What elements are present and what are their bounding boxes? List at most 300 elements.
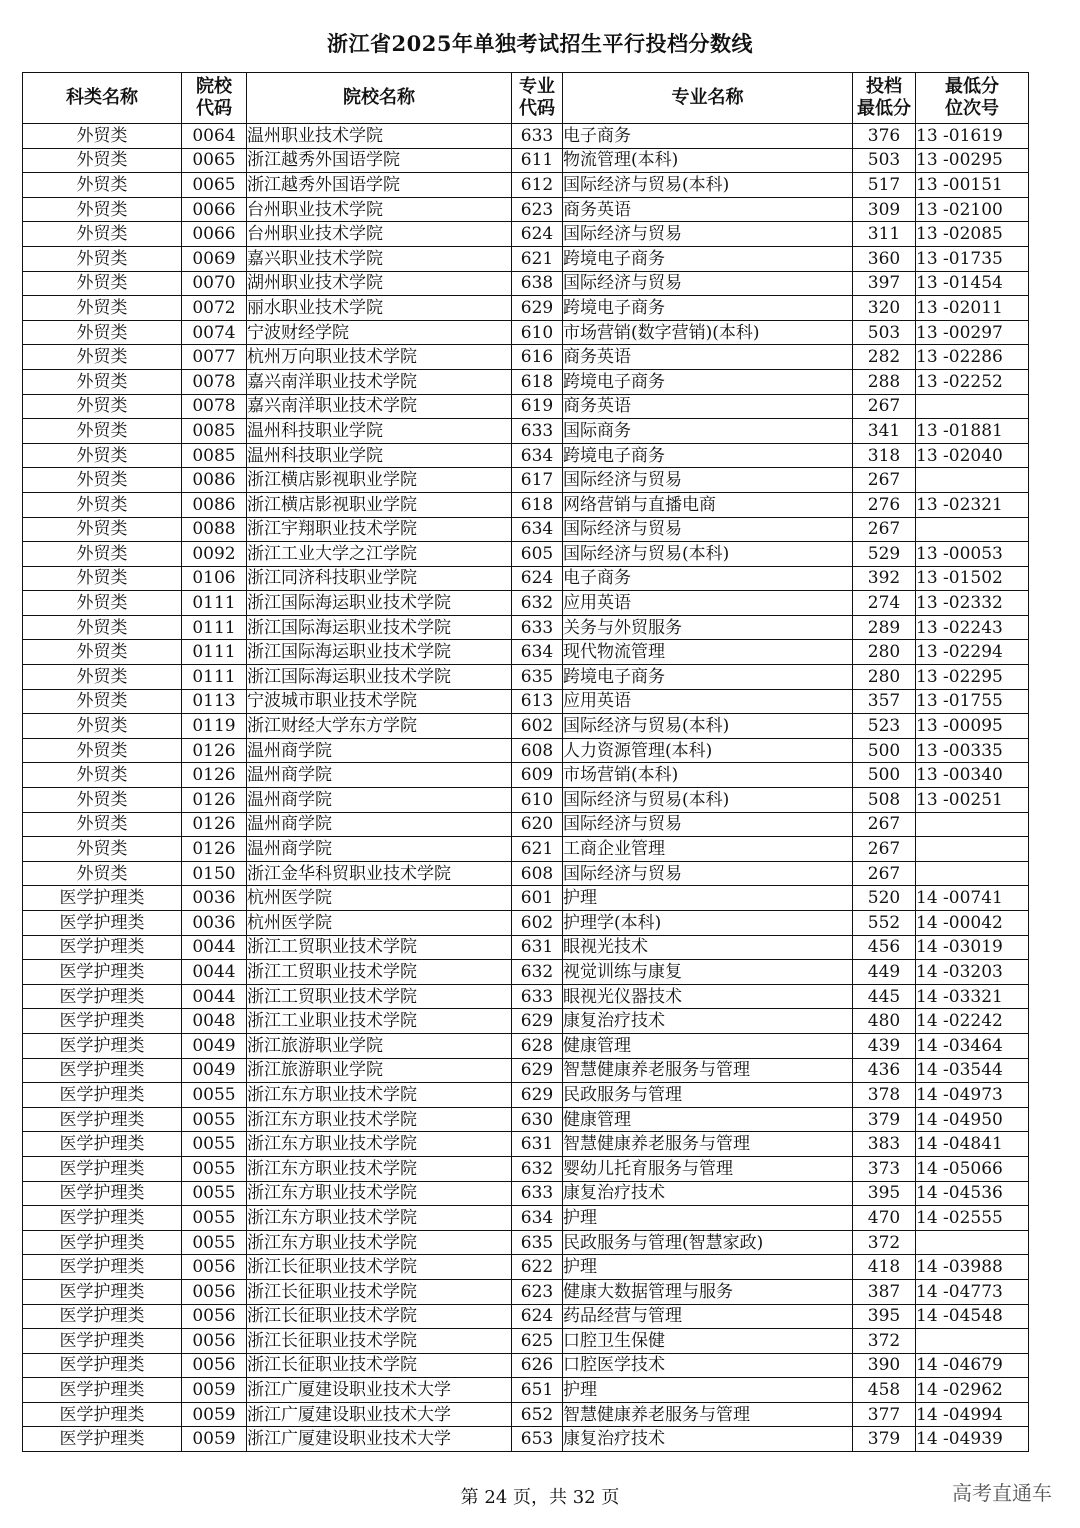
cell-major-name: 国际经济与贸易 (563, 861, 853, 886)
cell-major-code: 624 (512, 1304, 563, 1329)
cell-min-rank: 14 -03321 (916, 984, 1029, 1009)
cell-category: 医学护理类 (23, 1304, 182, 1329)
cell-major-name: 现代物流管理 (563, 640, 853, 665)
cell-school-name: 浙江工贸职业技术学院 (247, 960, 512, 985)
table-row (23, 320, 1029, 345)
cell-min-score: 397 (853, 271, 916, 296)
cell-school-code: 0036 (182, 886, 247, 911)
cell-category: 外贸类 (23, 271, 182, 296)
cell-min-score: 390 (853, 1353, 916, 1378)
cell-category: 外贸类 (23, 714, 182, 739)
cell-category: 医学护理类 (23, 1329, 182, 1354)
cell-min-rank: 13 -02252 (916, 369, 1029, 394)
cell-major-code: 629 (512, 1058, 563, 1083)
cell-min-rank: 14 -03019 (916, 935, 1029, 960)
cell-major-name: 国际经济与贸易 (563, 222, 853, 247)
cell-category: 外贸类 (23, 689, 182, 714)
cell-school-name: 浙江工业职业技术学院 (247, 1009, 512, 1034)
cell-school-code: 0150 (182, 861, 247, 886)
cell-min-rank: 14 -03988 (916, 1255, 1029, 1280)
cell-min-rank (916, 1230, 1029, 1255)
cell-min-rank: 13 -01755 (916, 689, 1029, 714)
cell-major-code: 626 (512, 1353, 563, 1378)
cell-min-score: 267 (853, 812, 916, 837)
table-row (23, 148, 1029, 173)
cell-major-code: 620 (512, 812, 563, 837)
cell-school-name: 浙江旅游职业学院 (247, 1033, 512, 1058)
cell-min-rank: 14 -04939 (916, 1427, 1029, 1452)
cell-school-name: 浙江国际海运职业技术学院 (247, 640, 512, 665)
table-row (23, 714, 1029, 739)
cell-school-name: 温州科技职业学院 (247, 419, 512, 444)
cell-min-rank (916, 394, 1029, 419)
cell-min-rank: 13 -01454 (916, 271, 1029, 296)
cell-major-name: 市场营销(本科) (563, 763, 853, 788)
cell-min-score: 360 (853, 246, 916, 271)
cell-major-name: 民政服务与管理 (563, 1083, 853, 1108)
cell-category: 外贸类 (23, 615, 182, 640)
cell-school-code: 0049 (182, 1033, 247, 1058)
table-row (23, 443, 1029, 468)
cell-category: 外贸类 (23, 812, 182, 837)
header-major-code: 专业 代码 (512, 73, 563, 124)
table-row (23, 861, 1029, 886)
cell-school-name: 温州商学院 (247, 812, 512, 837)
cell-category: 外贸类 (23, 591, 182, 616)
cell-major-name: 民政服务与管理(智慧家政) (563, 1230, 853, 1255)
cell-school-name: 浙江财经大学东方学院 (247, 714, 512, 739)
cell-min-score: 372 (853, 1329, 916, 1354)
cell-min-rank: 14 -04536 (916, 1181, 1029, 1206)
cell-school-code: 0055 (182, 1107, 247, 1132)
cell-school-name: 宁波财经学院 (247, 320, 512, 345)
cell-major-code: 622 (512, 1255, 563, 1280)
cell-school-name: 温州商学院 (247, 837, 512, 862)
cell-school-code: 0106 (182, 566, 247, 591)
cell-school-code: 0088 (182, 517, 247, 542)
cell-min-rank: 13 -00151 (916, 173, 1029, 198)
cell-school-code: 0059 (182, 1402, 247, 1427)
cell-major-code: 601 (512, 886, 563, 911)
cell-major-code: 634 (512, 1206, 563, 1231)
cell-min-score: 503 (853, 320, 916, 345)
cell-min-rank: 14 -03544 (916, 1058, 1029, 1083)
cell-major-code: 629 (512, 296, 563, 321)
cell-school-name: 湖州职业技术学院 (247, 271, 512, 296)
cell-major-code: 612 (512, 173, 563, 198)
cell-school-code: 0126 (182, 837, 247, 862)
cell-major-name: 物流管理(本科) (563, 148, 853, 173)
cell-school-name: 浙江长征职业技术学院 (247, 1279, 512, 1304)
table-row (23, 640, 1029, 665)
cell-category: 外贸类 (23, 788, 182, 813)
cell-school-name: 浙江长征职业技术学院 (247, 1353, 512, 1378)
cell-major-name: 健康管理 (563, 1107, 853, 1132)
cell-major-code: 619 (512, 394, 563, 419)
table-row (23, 1058, 1029, 1083)
cell-category: 外贸类 (23, 246, 182, 271)
cell-min-rank: 13 -02100 (916, 197, 1029, 222)
cell-major-code: 618 (512, 369, 563, 394)
cell-min-score: 379 (853, 1427, 916, 1452)
cell-min-score: 267 (853, 837, 916, 862)
cell-major-code: 631 (512, 1132, 563, 1157)
cell-min-rank: 13 -02286 (916, 345, 1029, 370)
cell-category: 医学护理类 (23, 1132, 182, 1157)
cell-major-code: 633 (512, 615, 563, 640)
cell-school-code: 0059 (182, 1378, 247, 1403)
cell-school-code: 0065 (182, 148, 247, 173)
cell-school-name: 浙江东方职业技术学院 (247, 1132, 512, 1157)
cell-school-name: 浙江东方职业技术学院 (247, 1083, 512, 1108)
cell-school-code: 0111 (182, 665, 247, 690)
cell-category: 医学护理类 (23, 1402, 182, 1427)
cell-school-code: 0085 (182, 419, 247, 444)
cell-min-score: 276 (853, 492, 916, 517)
table-row (23, 1427, 1029, 1452)
cell-school-name: 浙江广厦建设职业技术大学 (247, 1427, 512, 1452)
cell-school-name: 浙江东方职业技术学院 (247, 1107, 512, 1132)
cell-min-rank: 13 -02085 (916, 222, 1029, 247)
cell-school-code: 0065 (182, 173, 247, 198)
cell-min-score: 267 (853, 394, 916, 419)
cell-school-code: 0044 (182, 935, 247, 960)
cell-school-name: 浙江东方职业技术学院 (247, 1156, 512, 1181)
cell-min-rank: 13 -00295 (916, 148, 1029, 173)
cell-major-name: 智慧健康养老服务与管理 (563, 1132, 853, 1157)
cell-category: 医学护理类 (23, 1058, 182, 1083)
cell-category: 医学护理类 (23, 1009, 182, 1034)
cell-major-name: 眼视光仪器技术 (563, 984, 853, 1009)
cell-school-name: 浙江横店影视职业学院 (247, 468, 512, 493)
cell-major-name: 护理 (563, 1255, 853, 1280)
table-row (23, 1402, 1029, 1427)
cell-major-name: 国际经济与贸易(本科) (563, 173, 853, 198)
cell-category: 外贸类 (23, 173, 182, 198)
cell-school-name: 浙江横店影视职业学院 (247, 492, 512, 517)
cell-major-code: 616 (512, 345, 563, 370)
cell-major-code: 632 (512, 591, 563, 616)
cell-school-code: 0056 (182, 1329, 247, 1354)
cell-school-name: 嘉兴职业技术学院 (247, 246, 512, 271)
cell-school-name: 杭州万向职业技术学院 (247, 345, 512, 370)
score-table (22, 72, 1029, 1452)
cell-school-name: 温州商学院 (247, 788, 512, 813)
cell-major-name: 国际经济与贸易 (563, 468, 853, 493)
cell-school-code: 0055 (182, 1206, 247, 1231)
cell-category: 医学护理类 (23, 1353, 182, 1378)
table-row (23, 788, 1029, 813)
cell-major-name: 跨境电子商务 (563, 296, 853, 321)
cell-school-name: 温州科技职业学院 (247, 443, 512, 468)
cell-school-name: 浙江工贸职业技术学院 (247, 984, 512, 1009)
cell-school-name: 浙江国际海运职业技术学院 (247, 665, 512, 690)
cell-school-code: 0044 (182, 984, 247, 1009)
cell-school-name: 浙江越秀外国语学院 (247, 173, 512, 198)
cell-major-name: 电子商务 (563, 566, 853, 591)
cell-major-name: 国际经济与贸易(本科) (563, 788, 853, 813)
cell-school-name: 浙江越秀外国语学院 (247, 148, 512, 173)
cell-min-score: 376 (853, 124, 916, 149)
cell-school-name: 浙江广厦建设职业技术大学 (247, 1402, 512, 1427)
cell-school-code: 0059 (182, 1427, 247, 1452)
cell-min-score: 377 (853, 1402, 916, 1427)
cell-major-code: 628 (512, 1033, 563, 1058)
cell-category: 外贸类 (23, 419, 182, 444)
cell-category: 外贸类 (23, 222, 182, 247)
cell-category: 外贸类 (23, 197, 182, 222)
cell-major-name: 智慧健康养老服务与管理 (563, 1402, 853, 1427)
cell-school-code: 0066 (182, 222, 247, 247)
cell-school-name: 温州职业技术学院 (247, 124, 512, 149)
cell-min-score: 392 (853, 566, 916, 591)
cell-min-score: 456 (853, 935, 916, 960)
table-row (23, 296, 1029, 321)
cell-min-score: 318 (853, 443, 916, 468)
cell-min-score: 280 (853, 640, 916, 665)
cell-min-score: 387 (853, 1279, 916, 1304)
cell-min-rank: 13 -02321 (916, 492, 1029, 517)
cell-min-score: 267 (853, 468, 916, 493)
cell-school-code: 0126 (182, 763, 247, 788)
table-row (23, 689, 1029, 714)
cell-category: 外贸类 (23, 124, 182, 149)
cell-major-code: 629 (512, 1083, 563, 1108)
cell-min-score: 372 (853, 1230, 916, 1255)
cell-school-name: 浙江旅游职业学院 (247, 1058, 512, 1083)
table-row (23, 394, 1029, 419)
header-category: 科类名称 (23, 73, 182, 124)
cell-min-rank: 13 -00095 (916, 714, 1029, 739)
table-row (23, 246, 1029, 271)
cell-category: 医学护理类 (23, 1279, 182, 1304)
cell-category: 医学护理类 (23, 1083, 182, 1108)
table-row (23, 124, 1029, 149)
cell-min-score: 378 (853, 1083, 916, 1108)
cell-major-name: 电子商务 (563, 124, 853, 149)
cell-category: 外贸类 (23, 394, 182, 419)
cell-major-code: 609 (512, 763, 563, 788)
cell-category: 医学护理类 (23, 1230, 182, 1255)
cell-major-name: 康复治疗技术 (563, 1181, 853, 1206)
table-row (23, 886, 1029, 911)
cell-min-rank: 14 -00042 (916, 911, 1029, 936)
cell-category: 医学护理类 (23, 935, 182, 960)
cell-category: 医学护理类 (23, 1206, 182, 1231)
cell-min-score: 445 (853, 984, 916, 1009)
cell-school-name: 浙江同济科技职业学院 (247, 566, 512, 591)
cell-min-score: 418 (853, 1255, 916, 1280)
cell-min-rank: 13 -00335 (916, 738, 1029, 763)
table-row (23, 615, 1029, 640)
cell-school-code: 0119 (182, 714, 247, 739)
cell-major-name: 视觉训练与康复 (563, 960, 853, 985)
cell-min-rank: 14 -04773 (916, 1279, 1029, 1304)
cell-min-score: 274 (853, 591, 916, 616)
cell-min-rank: 13 -02040 (916, 443, 1029, 468)
table-row (23, 960, 1029, 985)
cell-school-code: 0056 (182, 1304, 247, 1329)
cell-category: 医学护理类 (23, 1255, 182, 1280)
cell-major-name: 康复治疗技术 (563, 1009, 853, 1034)
cell-school-code: 0111 (182, 615, 247, 640)
cell-min-score: 311 (853, 222, 916, 247)
table-row (23, 419, 1029, 444)
cell-min-score: 267 (853, 861, 916, 886)
cell-min-score: 458 (853, 1378, 916, 1403)
cell-major-code: 629 (512, 1009, 563, 1034)
cell-major-code: 624 (512, 222, 563, 247)
cell-major-name: 跨境电子商务 (563, 246, 853, 271)
cell-min-rank: 14 -04679 (916, 1353, 1029, 1378)
cell-school-name: 浙江宇翔职业技术学院 (247, 517, 512, 542)
cell-min-score: 439 (853, 1033, 916, 1058)
cell-major-code: 621 (512, 837, 563, 862)
table-row (23, 1304, 1029, 1329)
cell-major-code: 631 (512, 935, 563, 960)
cell-major-code: 633 (512, 419, 563, 444)
cell-school-name: 浙江长征职业技术学院 (247, 1255, 512, 1280)
cell-major-code: 610 (512, 788, 563, 813)
cell-category: 外贸类 (23, 861, 182, 886)
cell-major-code: 605 (512, 542, 563, 567)
header-min-rank: 最低分 位次号 (916, 73, 1029, 124)
table-row (23, 222, 1029, 247)
cell-min-rank: 14 -04841 (916, 1132, 1029, 1157)
cell-min-score: 373 (853, 1156, 916, 1181)
cell-min-rank: 13 -02011 (916, 296, 1029, 321)
cell-min-rank: 13 -02294 (916, 640, 1029, 665)
cell-min-rank: 14 -02242 (916, 1009, 1029, 1034)
table-row (23, 984, 1029, 1009)
cell-min-score: 529 (853, 542, 916, 567)
cell-min-score: 523 (853, 714, 916, 739)
cell-category: 外贸类 (23, 542, 182, 567)
cell-major-name: 国际经济与贸易 (563, 812, 853, 837)
cell-min-score: 282 (853, 345, 916, 370)
table-row (23, 935, 1029, 960)
cell-major-code: 625 (512, 1329, 563, 1354)
cell-major-code: 635 (512, 665, 563, 690)
table-row (23, 468, 1029, 493)
cell-school-name: 浙江工业大学之江学院 (247, 542, 512, 567)
cell-min-rank (916, 1329, 1029, 1354)
cell-major-code: 610 (512, 320, 563, 345)
cell-min-rank: 14 -03203 (916, 960, 1029, 985)
table-row (23, 517, 1029, 542)
cell-school-code: 0048 (182, 1009, 247, 1034)
cell-category: 外贸类 (23, 640, 182, 665)
cell-major-name: 药品经营与管理 (563, 1304, 853, 1329)
cell-school-name: 浙江东方职业技术学院 (247, 1181, 512, 1206)
cell-school-name: 浙江国际海运职业技术学院 (247, 591, 512, 616)
cell-major-name: 眼视光技术 (563, 935, 853, 960)
cell-major-code: 638 (512, 271, 563, 296)
cell-major-code: 608 (512, 738, 563, 763)
cell-major-name: 国际经济与贸易(本科) (563, 714, 853, 739)
cell-school-name: 温州商学院 (247, 738, 512, 763)
cell-major-name: 口腔卫生保健 (563, 1329, 853, 1354)
cell-category: 医学护理类 (23, 1378, 182, 1403)
table-row (23, 369, 1029, 394)
cell-min-rank: 13 -01619 (916, 124, 1029, 149)
cell-major-code: 632 (512, 960, 563, 985)
table-row (23, 763, 1029, 788)
cell-category: 医学护理类 (23, 886, 182, 911)
cell-category: 外贸类 (23, 148, 182, 173)
cell-min-rank: 13 -02332 (916, 591, 1029, 616)
cell-category: 医学护理类 (23, 960, 182, 985)
brand-label: 高考直通车 (952, 1481, 1052, 1505)
cell-min-rank: 14 -05066 (916, 1156, 1029, 1181)
cell-min-rank: 13 -00251 (916, 788, 1029, 813)
cell-major-code: 635 (512, 1230, 563, 1255)
cell-school-code: 0055 (182, 1156, 247, 1181)
cell-major-name: 工商企业管理 (563, 837, 853, 862)
cell-school-code: 0055 (182, 1083, 247, 1108)
table-row (23, 1206, 1029, 1231)
cell-school-code: 0066 (182, 197, 247, 222)
cell-major-code: 633 (512, 984, 563, 1009)
table-row (23, 1378, 1029, 1403)
table-row (23, 1156, 1029, 1181)
cell-school-code: 0086 (182, 468, 247, 493)
cell-min-score: 552 (853, 911, 916, 936)
cell-school-code: 0111 (182, 591, 247, 616)
cell-category: 外贸类 (23, 320, 182, 345)
cell-min-score: 341 (853, 419, 916, 444)
cell-major-code: 613 (512, 689, 563, 714)
table-row (23, 197, 1029, 222)
cell-min-score: 517 (853, 173, 916, 198)
cell-major-name: 市场营销(数字营销)(本科) (563, 320, 853, 345)
cell-category: 外贸类 (23, 665, 182, 690)
cell-major-code: 632 (512, 1156, 563, 1181)
cell-major-code: 630 (512, 1107, 563, 1132)
cell-min-score: 320 (853, 296, 916, 321)
cell-category: 医学护理类 (23, 1181, 182, 1206)
cell-major-name: 关务与外贸服务 (563, 615, 853, 640)
cell-min-score: 309 (853, 197, 916, 222)
table-row (23, 1353, 1029, 1378)
cell-min-rank: 14 -02962 (916, 1378, 1029, 1403)
cell-min-score: 500 (853, 738, 916, 763)
cell-major-name: 商务英语 (563, 197, 853, 222)
table-row (23, 492, 1029, 517)
table-row (23, 1132, 1029, 1157)
cell-category: 外贸类 (23, 566, 182, 591)
cell-category: 外贸类 (23, 837, 182, 862)
cell-min-score: 500 (853, 763, 916, 788)
cell-category: 医学护理类 (23, 911, 182, 936)
cell-major-name: 应用英语 (563, 591, 853, 616)
cell-school-name: 杭州医学院 (247, 911, 512, 936)
table-row (23, 591, 1029, 616)
cell-school-code: 0056 (182, 1353, 247, 1378)
cell-min-rank (916, 517, 1029, 542)
cell-major-name: 商务英语 (563, 394, 853, 419)
cell-category: 医学护理类 (23, 1033, 182, 1058)
cell-school-name: 温州商学院 (247, 763, 512, 788)
cell-school-code: 0086 (182, 492, 247, 517)
cell-category: 外贸类 (23, 517, 182, 542)
cell-min-score: 379 (853, 1107, 916, 1132)
cell-category: 医学护理类 (23, 1427, 182, 1452)
cell-major-code: 617 (512, 468, 563, 493)
cell-category: 外贸类 (23, 468, 182, 493)
cell-school-code: 0069 (182, 246, 247, 271)
cell-school-code: 0072 (182, 296, 247, 321)
